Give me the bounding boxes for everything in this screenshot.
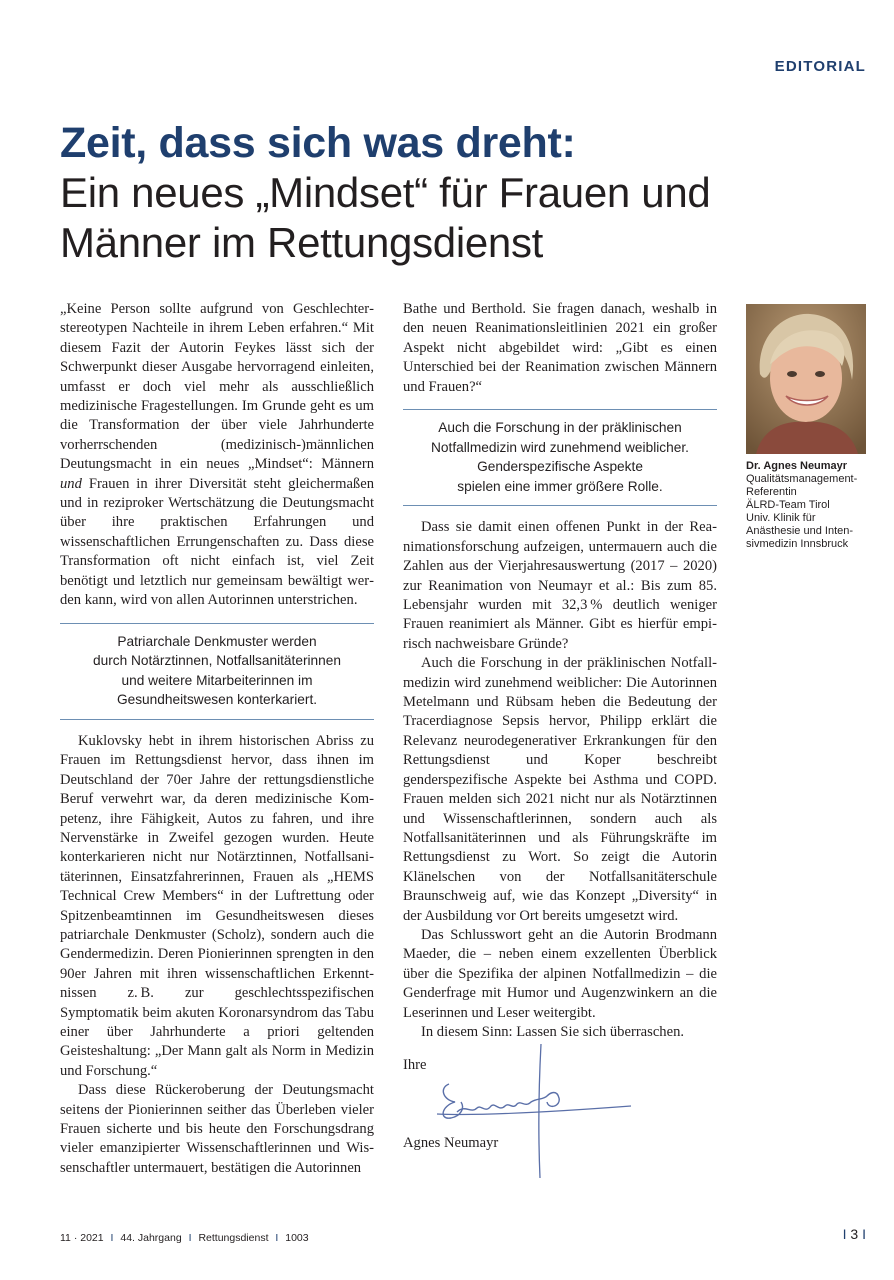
paragraph: Das Schlusswort geht an die Autorin Brodmann Maeder, die – neben einem exzellenten Überblick über die Spezifika der alpinen Notfallmedizin – die Genderfrage mit Humor und Augenzwinkern an die Leserinnen und Leser weitergibt.	[403, 926, 717, 1021]
author-name: Dr. Agnes Neumayr	[746, 460, 848, 472]
pull-quote-line: Auch die Forschung in der präklinischen	[438, 420, 682, 436]
author-detail: Referentin	[746, 486, 797, 498]
paragraph	[60, 300, 374, 611]
footer-separator: I	[110, 1232, 114, 1244]
middle-column	[403, 300, 717, 1186]
page-number-bar: I	[862, 1226, 866, 1242]
page-number: 3	[850, 1226, 859, 1242]
footer-volume: 44. Jahrgang	[120, 1232, 182, 1244]
title-line-1: Zeit, dass sich was dreht:	[60, 119, 576, 167]
pull-quote-line: und weitere Mitarbeiterinnen im	[121, 672, 313, 688]
article-title	[60, 118, 860, 268]
footer-separator: I	[275, 1232, 279, 1244]
author-info	[746, 460, 876, 551]
page-number-box	[843, 1226, 866, 1242]
author-detail: Univ. Klinik für	[746, 512, 816, 524]
footer-issue: 11 · 2021	[60, 1232, 104, 1244]
author-photo	[746, 304, 866, 454]
author-portrait-image	[746, 304, 866, 454]
title-line-2: Ein neues „Mindset“ für Frauen und	[60, 169, 711, 216]
author-detail: Anästhesie und Inten-	[746, 525, 854, 537]
signature-block	[403, 1056, 717, 1186]
paragraph: In diesem Sinn: Lassen Sie sich überraschen.	[421, 1023, 685, 1040]
author-detail: sivmedizin Innsbruck	[746, 538, 849, 550]
paragraph: Dass sie damit einen offenen Punkt in der Reanimationsforschung aufzeigen, untermauern auch die Zahlen aus der Vierjahresauswertung (2017 – 2020) zur Reanimation von Neumayr et al.: Bis zum 85. Lebensjahr wurden mit 32,3 % deutlich weniger Frauen reanimiert als Männer. Gibt es hierfür empirisch nachweisbare Gründe?	[403, 519, 717, 652]
paragraph: Auch die Forschung in der präklinischen Notfallmedizin wird zunehmend weiblicher: Die Autorinnen Metelmann und Rübsam heben die Bedeutung der Tracerdiagnose Sepsis hervor, Philipp erklärt die Relevanz neurodegenerativer Erkrankungen für den Rettungsdienst und Koper beschreibt genderspezifische Aspekte bei Asthma und COPD. Frauen melden sich 2021 nicht nur als Notärztinnen und Wissenschaftlerinnen, sondern auch als Notfallsanitäterinnen und als Führungskräfte im Rettungsdienst zu Wort. So zeigt die Autorin Klänelschen von der Notfallsanitäterschule Braunschweig auf, wie das Konzept „Diversity“ in der Ausbildung vor Ort bereits umgesetzt wird.	[403, 655, 717, 924]
page-footer	[60, 1232, 309, 1244]
pull-quote	[403, 409, 717, 506]
pull-quote-line: spielen eine immer größere Rolle.	[457, 478, 663, 494]
pull-quote-line: Patriarchale Denkmuster werden	[117, 633, 317, 649]
paragraph: Dass diese Rückeroberung der Deutungsmacht seitens der Pionierinnen seither das Überleben vieler Frauen sicherte und bis heute den Forschungsdrang vieler emanzipierter Wissenschaftlerinnen und Wissenschaftler untermauert, bestätigen die Autorinnen	[60, 1082, 374, 1176]
signoff-name: Agnes Neumayr	[403, 1135, 499, 1152]
paragraph-text: Frauen in ihrer Diversität steht gleichermaßen und in reziproker Wertschätzung die Deutungsmacht über ihre praktischen Erfahrungen und wissenschaftlichen Errungenschaften zu. Dass diese Transformation oft nicht einfach ist, viel Zeit benötigt und letztlich nur gemeinsam bewältigt werden kann, wird von allen Autorinnen unterstrichen.	[60, 475, 374, 609]
footer-page-range: 1003	[285, 1232, 309, 1244]
emphasis-text: und	[60, 475, 82, 492]
paragraph: Kuklovsky hebt in ihrem historischen Abriss zu Frauen im Rettungsdienst hervor, dass ihnen im Deutschland der 70er Jahre der rettungsdienstliche Beruf verwehrt war, da deren medizinische Kompetenz, ihre Fähigkeit, Autos zu fahren, und ihre Nervenstärke in Zweifel gezogen wurden. Heute konterkarieren nicht nur Notärztinnen, Notfallsanitäterinnen, Einsatzfahrerinnen, Frauen als „HEMS Technical Crew Members“ in der Luftrettung oder Spitzenbeamtinnen im Gesundheitswesen dieses patriarchale Denkmuster (Scholz), sondern auch die Gendermedizin. Deren Pionierinnen sprengten in den 90er Jahren mit ihren wissenschaftlichen Erkenntnissen z. B. zur geschlechtsspezifischen Symptomatik beim akuten Koronarsyndrom das Tabu einer über Jahrhunderte a priori geltenden Geisteshaltung: „Der Mann galt als Norm in Medizin und Forschung.“	[60, 732, 374, 1079]
author-detail: Qualitätsmanagement-	[746, 473, 858, 485]
footer-separator: I	[188, 1232, 192, 1244]
closing-text: Ihre	[403, 1057, 427, 1074]
pull-quote-line: durch Notärztinnen, Notfallsanitäterinnen	[92, 653, 342, 669]
pull-quote-line: Genderspezifische Aspekte	[477, 459, 643, 475]
pull-quote	[60, 623, 374, 720]
handwritten-signature	[421, 1042, 671, 1182]
section-label: EDITORIAL	[774, 58, 866, 75]
title-line-3: Männer im Rettungsdienst	[60, 219, 544, 266]
page-number-bar: I	[842, 1226, 847, 1242]
paragraph: Bathe und Berthold. Sie fragen danach, weshalb in den neuen Reanimationsleitlinien 2021 ein großer Aspekt nicht abgebildet wird: „Gibt es einen Unterschied bei der Reanimation zwischen Männern und Frauen?“	[403, 301, 717, 395]
paragraph-text: „Keine Person sollte aufgrund von Geschlechterstereotypen Nachteile in ihrem Leben erfahren.“ Mit diesem Fazit der Autorin Feykes lässt sich der Schwerpunkt dieser Ausgabe hervorragend einleiten, umfasst er doch viel mehr als ausschließlich medizinische Fragestellungen. Im Grunde geht es um die Transformation der über viele Jahrhunderte vorherrschenden (medizinisch-)männlichen Deutungsmacht in ein neues „Mindset“: Männern	[60, 301, 374, 473]
footer-journal: Rettungsdienst	[198, 1232, 269, 1244]
author-detail: ÄLRD-Team Tirol	[746, 499, 830, 511]
pull-quote-line: Notfallmedizin wird zunehmend weiblicher.	[431, 439, 689, 455]
pull-quote-line: Gesundheitswesen konterkariert.	[116, 692, 318, 708]
left-column	[60, 300, 374, 1178]
